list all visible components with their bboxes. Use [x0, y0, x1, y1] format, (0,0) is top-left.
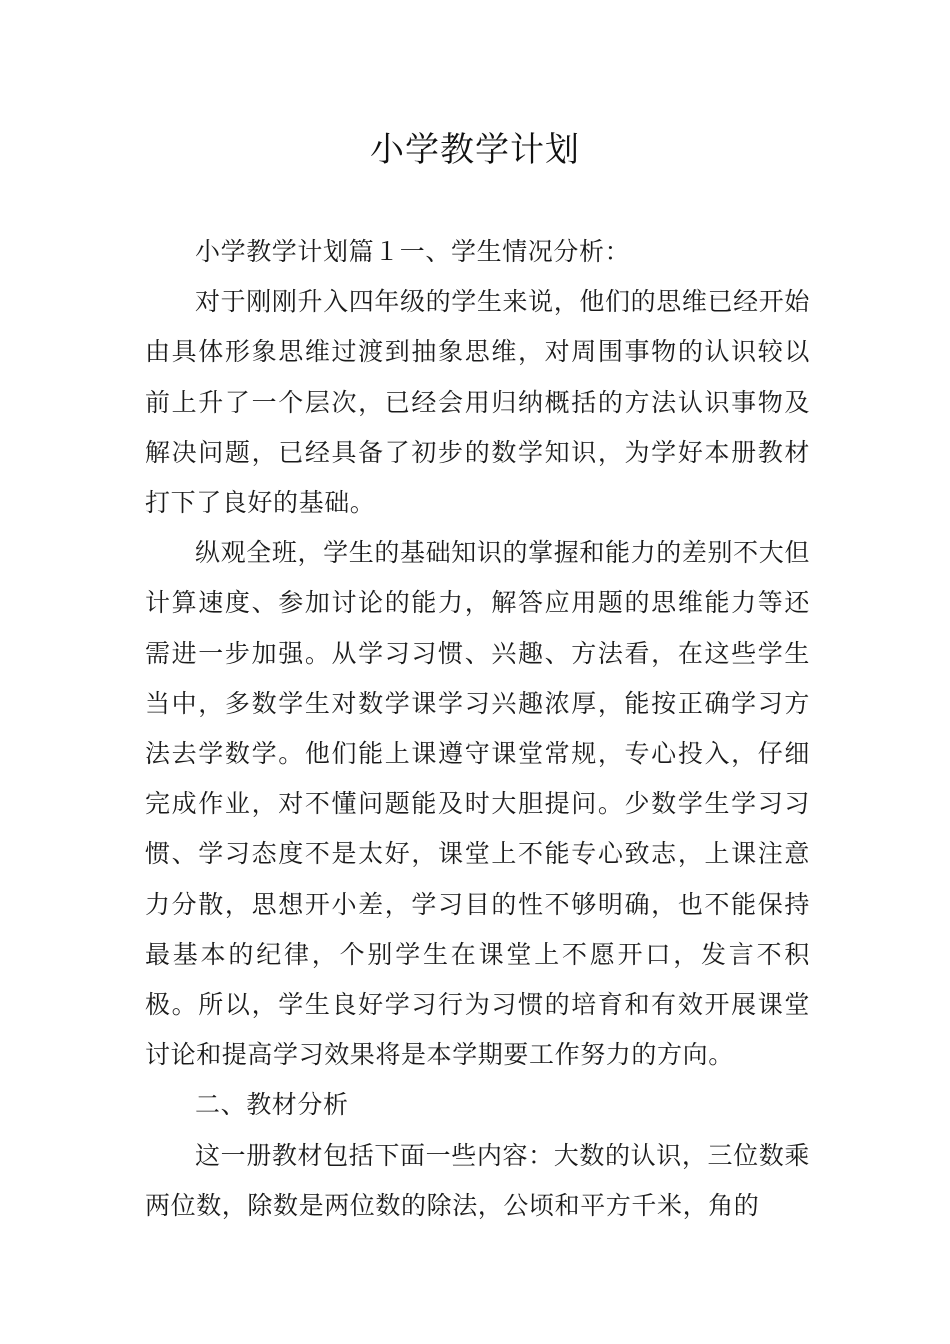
paragraph-class-overview: 纵观全班，学生的基础知识的掌握和能力的差别不大但计算速度、参加讨论的能力，解答应用题的思维能力等还需进一步加强。从学习习惯、兴趣、方法看，在这些学生当中，多数学生对数学课学习兴趣浓厚，能按正确学习方法去学数学。他们能上课遵守课堂常规，专心投入，仔细完成作业，对不懂问题能及时大胆提问。少数学生学习习惯、学习态度不是太好，课堂上不能专心致志，上课注意力分散，思想开小差，学习目的性不够明确，也不能保持最基本的纪律，个别学生在课堂上不愿开口，发言不积极。所以，学生良好学习行为习惯的培育和有效开展课堂讨论和提高学习效果将是本学期要工作努力的方向。: [145, 538, 810, 1070]
paragraph-section-heading-2: 二、教材分析: [195, 1090, 349, 1120]
document-title: 小学教学计划: [370, 130, 580, 170]
document-body: [145, 227, 810, 1231]
paragraph-student-analysis: 对于刚刚升入四年级的学生来说，他们的思维已经开始由具体形象思维过渡到抽象思维，对周围事物的认识较以前上升了一个层次，已经会用归纳概括的方法认识事物及解决问题，已经具备了初步的数学知识，为学好本册教材打下了良好的基础。: [145, 287, 810, 518]
paragraph-section-heading-1: 小学教学计划篇１一、学生情况分析：: [195, 237, 631, 266]
paragraph-textbook-content: 这一册教材包括下面一些内容：大数的认识，三位数乘两位数，除数是两位数的除法，公顷和平方千米，角的: [145, 1140, 810, 1220]
